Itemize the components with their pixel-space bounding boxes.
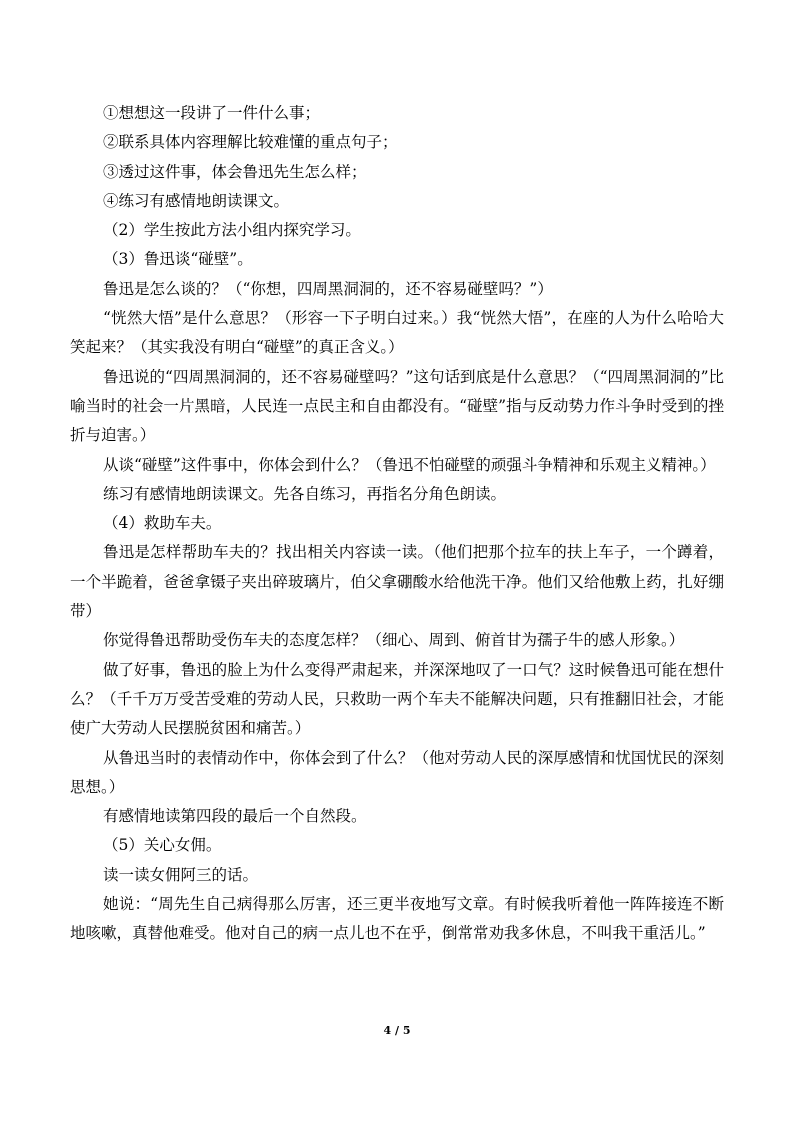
paragraph: 你觉得鲁迅帮助受伤车夫的态度怎样？（细心、周到、俯首甘为孺子牛的感人形象。）: [103, 631, 685, 650]
section-heading: （4）救助车夫。: [103, 514, 222, 533]
paragraph: 做了好事，鲁迅的脸上为什么变得严肃起来，并深深地叹了一口气？这时候鲁迅可能在想什么？（千千万万受苦受难的劳动人民，只救助一两个车夫不能解决问题，只有推翻旧社会，才能使广大劳动人民摆脱贫困和痛苦。）: [70, 660, 724, 738]
step-item: ②联系具体内容理解比较难懂的重点句子；: [103, 133, 398, 152]
paragraph: 从鲁迅当时的表情动作中，你体会到了什么？（他对劳动人民的深厚感情和忧国忧民的深刻思想。）: [70, 748, 724, 796]
paragraph: 有感情地读第四段的最后一个自然段。: [103, 807, 367, 826]
paragraph: 鲁迅是怎样帮助车夫的？找出相关内容读一读。（他们把那个拉车的扶上车子，一个蹲着，一个半跪着，爸爸拿镊子夹出碎玻璃片，伯父拿硼酸水给他洗干净。他们又给他敷上药，扎好绷带）: [70, 543, 724, 621]
paragraph: 从谈“碰壁”这件事中，你体会到什么？（鲁迅不怕碰壁的顽强斗争精神和乐观主义精神。）: [103, 455, 716, 474]
paragraph: 练习有感情地朗读课文。先各自练习，再指名分角色朗读。: [103, 484, 507, 503]
section-heading: （5）关心女佣。: [103, 836, 222, 855]
section-heading: （3）鲁迅谈“碰壁”。: [103, 250, 253, 269]
step-item: ③透过这件事，体会鲁迅先生怎么样；: [103, 162, 367, 181]
section-heading: （2）学生按此方法小组内探究学习。: [103, 221, 361, 240]
page-number: 4 / 5: [383, 1024, 411, 1037]
step-item: ①想想这一段讲了一件什么事；: [103, 104, 321, 122]
paragraph: 她说：“周先生自己病得那么厉害，还三更半夜地写文章。有时候我听着他一阵阵接连不断地咳嗽，真替他难受。他对自己的病一点儿也不在乎，倒常常劝我多休息，不叫我干重活儿。”: [70, 895, 724, 943]
document-body: [70, 99, 724, 949]
paragraph: 鲁迅说的“四周黑洞洞的，还不容易碰壁吗？”这句话到底是什么意思？（“四周黑洞洞的”比喻当时的社会一片黑暗，人民连一点民主和自由都没有。“碰壁”指与反动势力作斗争时受到的挫折与迫害。）: [70, 367, 724, 445]
step-item: ④练习有感情地朗读课文。: [103, 191, 290, 210]
paragraph: “恍然大悟”是什么意思？（形容一下子明白过来。）我“恍然大悟”，在座的人为什么哈哈大笑起来？（其实我没有明白“碰壁”的真正含义。）: [70, 309, 724, 357]
paragraph: 读一读女佣阿三的话。: [103, 865, 259, 884]
paragraph: 鲁迅是怎么谈的？（“你想，四周黑洞洞的，还不容易碰壁吗？”）: [103, 279, 553, 298]
